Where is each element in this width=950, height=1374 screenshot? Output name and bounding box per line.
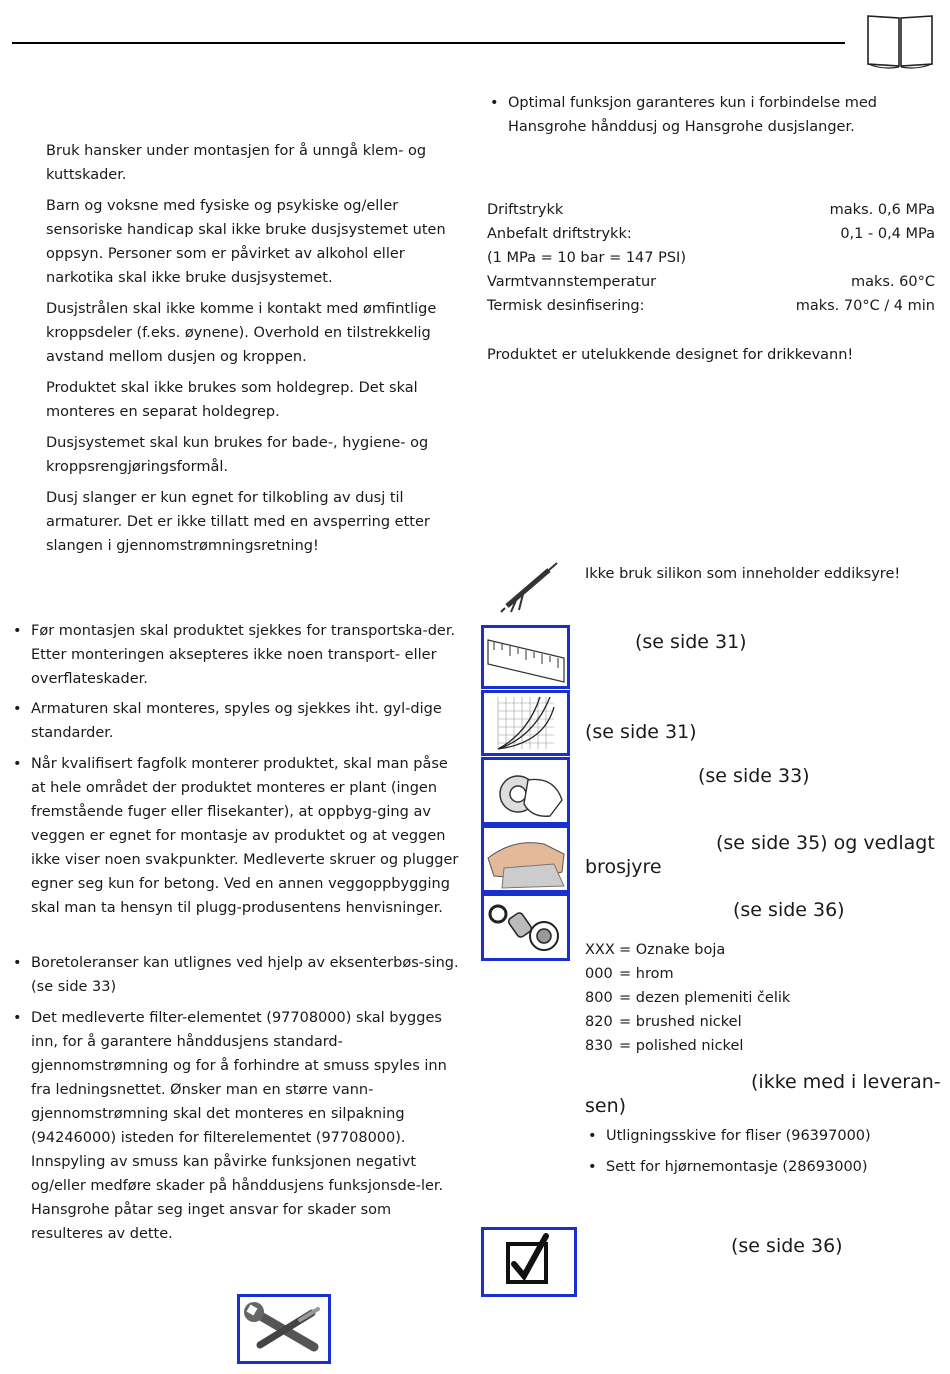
parts-icon-box [481,893,570,961]
spec-value: maks. 60°C [850,274,935,290]
header-rule [12,42,845,44]
flow-diagram-icon-box [481,690,570,756]
color-code: 800 [585,990,613,1006]
color-code: XXX [585,942,615,958]
accessories-heading: (ikke med i leveran- [751,1071,941,1093]
color-name: = brushed nickel [619,1014,742,1030]
accessories-heading-cont: sen) [585,1095,627,1117]
accessory-item: • Utligningsskive for fliser (96397000) [606,1124,936,1148]
color-name: = hrom [619,966,674,982]
spec-row [487,222,935,246]
ref-test: (se side 36) [731,1235,843,1257]
color-name: = Oznake boja [619,942,726,958]
install-bullet-filter: • Det medleverte filter-elementet (97708000) skal bygges inn, for å garantere hånddusjens standard-gjennomstrømning og for å forhindre at smuss spyles inn fra ledningsnettet. Ønsker man en større vann-gjennomstrømning skal det monteres en silpakning (94246000) isteden for filterelementet (97708000). Innspyling av smuss kan påvirke funksjonen negativt og/eller medføre skader på hånddusjens funksjonsde-ler. Hansgrohe påtar seg inget ansvar for skader som resulteres av dette. [31,1006,459,1246]
ruler-icon-box [481,625,570,689]
spec-label: Driftstrykk [487,202,564,218]
color-code-row [585,986,790,1010]
accessory-item: • Sett for hjørnemontasje (28693000) [606,1155,936,1179]
safety-hoses: Dusj slanger er kun egnet for tilkobling av dusj til armaturer. Det er ikke tillatt med en avsperring etter slangen i gjennomstrømningsretning! [46,490,430,554]
install-bullet-wall: • Når kvalifisert fagfolk monterer produktet, skal man påse at hele området der produktet monteres er plant (ingen fremstående fuger eller flisekanter), at oppbyg-ging av veggen er egnet for montasje av produktet og at veggen ikke viser noen svakpunkter. Medleverte skruer og plugger egner seg kun for betong. Ved en annen veggoppbygging skal man ta hensyn til plugg-produsentens henvisninger. [31,752,459,920]
spec-value: 0,1 - 0,4 MPa [840,226,935,242]
cloth-hand-icon [484,828,568,890]
spec-label: (1 MPa = 10 bar = 147 PSI) [487,250,686,266]
color-name: = dezen plemeniti čelik [619,990,791,1006]
drinking-water-note: Produktet er utelukkende designet for drikkevann! [487,347,854,363]
ref-care-brochure: brosjyre [585,856,662,878]
spec-value: maks. 0,6 MPa [829,202,935,218]
ref-care: (se side 35) og vedlagt [716,832,935,854]
ref-cleaning: (se side 33) [698,765,810,787]
color-name: = polished nickel [619,1038,744,1054]
spec-row [487,270,935,294]
safety-usage: Dusjsystemet skal kun brukes for bade-, hygiene- og kroppsrengjøringsformål. [46,435,429,475]
ref-dimensions: (se side 31) [635,631,747,653]
spare-parts-icon [484,896,568,958]
spec-row [487,294,935,318]
color-code-row [585,1034,743,1058]
color-code-row [585,1010,742,1034]
install-bullet-tolerance: • Boretoleranser kan utlignes ved hjelp av eksenterbøs-sing. (se side 33) [31,951,459,999]
color-code: 830 [585,1038,613,1054]
spec-row [487,246,935,270]
spec-label: Varmtvannstemperatur [487,274,657,290]
cleaning-hand-icon [484,760,568,822]
flow-diagram-icon [484,693,568,753]
ruler-icon [484,628,568,686]
spec-label: Termisk desinfisering: [487,298,645,314]
silicone-warning: Ikke bruk silikon som inneholder eddiksyre! [585,566,901,582]
checkbox-tick-icon [484,1230,574,1294]
spec-value: maks. 70°C / 4 min [795,298,935,314]
open-book-icon [866,14,934,70]
color-code: 820 [585,1014,613,1030]
color-code-row [585,962,674,986]
safety-grip: Produktet skal ikke brukes som holdegrep. Det skal monteres en separat holdegrep. [46,380,418,420]
test-icon-box [481,1227,577,1297]
install-bullet-standards: • Armaturen skal monteres, spyles og sjekkes iht. gyl-dige standarder. [31,697,459,745]
color-code: 000 [585,966,613,982]
hansgrohe-note: • Optimal funksjon garanteres kun i forbindelse med Hansgrohe hånddusj og Hansgrohe dusjslanger. [508,91,928,139]
tools-icon-box [237,1294,331,1364]
cleaning-icon-box [481,757,570,825]
spec-row [487,198,935,222]
ref-flow: (se side 31) [585,721,697,743]
install-bullet-transport: • Før montasjen skal produktet sjekkes for transportska-der. Etter monteringen aksepteres ikke noen transport- eller overflateskader. [31,619,459,691]
color-code-row [585,938,725,962]
silicone-gun-icon [497,560,561,616]
safety-children: Barn og voksne med fysiske og psykiske og/eller sensoriske handicap skal ikke bruke dusjsystemet uten oppsyn. Personer som er påvirket av alkohol eller narkotika skal ikke bruke dusjsystemet. [46,198,446,286]
safety-gloves: Bruk hansker under montasjen for å unngå klem- og kuttskader. [46,143,427,183]
wrench-screwdriver-icon [240,1297,328,1361]
safety-eyes: Dusjstrålen skal ikke komme i kontakt med ømfintlige kroppsdeler (f.eks. øynene). Overhold en tilstrekkelig avstand mellom dusjen og kroppen. [46,301,437,365]
care-icon-box [481,825,570,893]
ref-parts: (se side 36) [733,899,845,921]
spec-label: Anbefalt driftstrykk: [487,226,632,242]
